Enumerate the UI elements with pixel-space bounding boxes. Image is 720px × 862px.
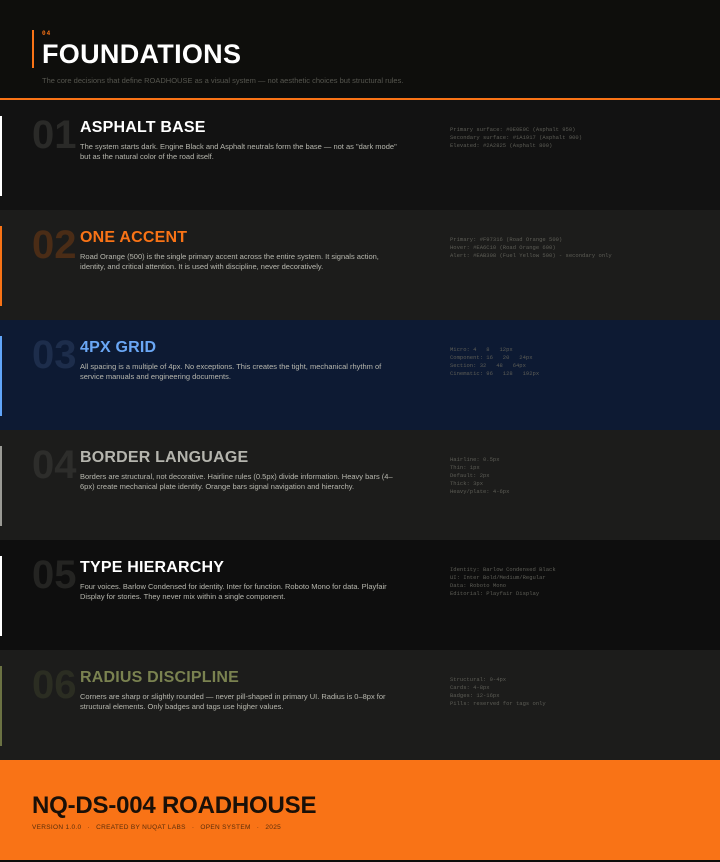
section-accent-bar	[0, 226, 2, 306]
spec-line: Hover: #EA6C10 (Road Orange 600)	[450, 244, 556, 251]
section-description: Corners are sharp or slightly rounded — never pill-shaped in primary UI. Radius is 0–8px for structural elements. Only badges and tags use higher values.	[80, 692, 386, 711]
section-specs	[450, 566, 556, 598]
footer-license: OPEN SYSTEM	[200, 824, 251, 831]
page-description: The core decisions that define ROADHOUSE as a visual system — not aesthetic choices but structural rules.	[42, 76, 404, 85]
foundation-section	[0, 430, 720, 540]
spec-line: Elevated: #2A2825 (Asphalt 800)	[450, 142, 553, 149]
section-specs	[450, 126, 582, 150]
footer-year: 2025	[265, 824, 282, 831]
footer-creator: CREATED BY NUQAT LABS	[96, 824, 186, 831]
section-number: 06	[32, 663, 77, 707]
section-number: 04	[32, 443, 77, 487]
header-number: 04	[42, 30, 52, 37]
section-title: ASPHALT BASE	[80, 119, 206, 136]
section-title: TYPE HIERARCHY	[80, 559, 225, 576]
spec-line: Cinematic: 96 128 192px	[450, 370, 540, 377]
foundation-sections	[0, 100, 720, 760]
section-number: 01	[32, 113, 77, 157]
foundation-section	[0, 540, 720, 650]
spec-line: Badges: 12-16px	[450, 692, 500, 699]
footer-separator: ·	[256, 824, 260, 831]
spec-line: Alert: #EAB308 (Fuel Yellow 500) - secondary only	[450, 252, 612, 259]
section-description: Road Orange (500) is the single primary accent across the entire system. It signals action, identity, and critical attention. It is used with discipline, never decoratively.	[80, 252, 379, 271]
spec-line: Editorial: Playfair Display	[450, 590, 540, 597]
section-description: Borders are structural, not decorative. Hairline rules (0.5px) divide information. Heavy bars (4–6px) create mechanical plate identity. Orange bars signal navigation and hierarchy.	[80, 472, 393, 491]
spec-line: UI: Inter Bold/Medium/Regular	[450, 574, 546, 581]
section-specs	[450, 456, 509, 496]
spec-line: Heavy/plate: 4-6px	[450, 488, 510, 495]
section-title: ONE ACCENT	[80, 229, 188, 246]
section-number: 02	[32, 223, 77, 267]
footer-meta	[32, 824, 285, 831]
header-accent-bar	[32, 30, 34, 68]
section-accent-bar	[0, 336, 2, 416]
spec-line: Data: Roboto Mono	[450, 582, 507, 589]
section-accent-bar	[0, 446, 2, 526]
section-accent-bar	[0, 556, 2, 636]
section-number: 03	[32, 333, 77, 377]
spec-line: Component: 16 20 24px	[450, 354, 533, 361]
spec-line: Primary surface: #0E0E0C (Asphalt 950)	[450, 126, 576, 133]
section-specs	[450, 236, 612, 260]
footer-title: NQ-DS-004 ROADHOUSE	[32, 792, 317, 819]
section-accent-bar	[0, 666, 2, 746]
spec-line: Thin: 1px	[450, 464, 480, 471]
spec-line: Thick: 3px	[450, 480, 484, 487]
foundation-section	[0, 100, 720, 210]
spec-line: Pills: reserved for tags only	[450, 700, 546, 707]
foundation-section	[0, 650, 720, 760]
footer-separator: ·	[87, 824, 90, 831]
section-accent-bar	[0, 116, 2, 196]
spec-line: Secondary surface: #1A1917 (Asphalt 900)	[450, 134, 583, 141]
spec-line: Identity: Barlow Condensed Black	[450, 566, 556, 573]
spec-line: Structural: 0-4px	[450, 676, 507, 683]
section-title: 4PX GRID	[80, 339, 157, 356]
section-description: Four voices. Barlow Condensed for identity. Inter for function. Roboto Mono for data. Playfair Display for stories. They never mix within a single component.	[80, 582, 387, 601]
section-specs	[450, 346, 539, 378]
foundation-section	[0, 210, 720, 320]
section-specs	[450, 676, 546, 708]
foundation-section	[0, 320, 720, 430]
section-number: 05	[32, 553, 77, 597]
spec-line: Hairline: 0.5px	[450, 456, 500, 463]
spec-line: Section: 32 48 64px	[450, 362, 526, 369]
footer-version: VERSION 1.0.0	[32, 824, 82, 831]
section-title: RADIUS DISCIPLINE	[80, 669, 239, 686]
spec-line: Default: 2px	[450, 472, 490, 479]
footer	[0, 760, 720, 860]
footer-separator: ·	[191, 824, 195, 831]
spec-line: Cards: 4-8px	[450, 684, 490, 691]
page-title: FOUNDATIONS	[42, 39, 242, 69]
section-title: BORDER LANGUAGE	[80, 449, 249, 466]
spec-line: Micro: 4 8 12px	[450, 346, 513, 353]
spec-line: Primary: #F97316 (Road Orange 500)	[450, 236, 563, 243]
page-header	[0, 0, 720, 100]
section-description: All spacing is a multiple of 4px. No exceptions. This creates the tight, mechanical rhythm of service manuals and engineering documents.	[80, 362, 382, 381]
section-description: The system starts dark. Engine Black and Asphalt neutrals form the base — not as "dark mode" but as the natural color of the road itself.	[80, 142, 397, 161]
